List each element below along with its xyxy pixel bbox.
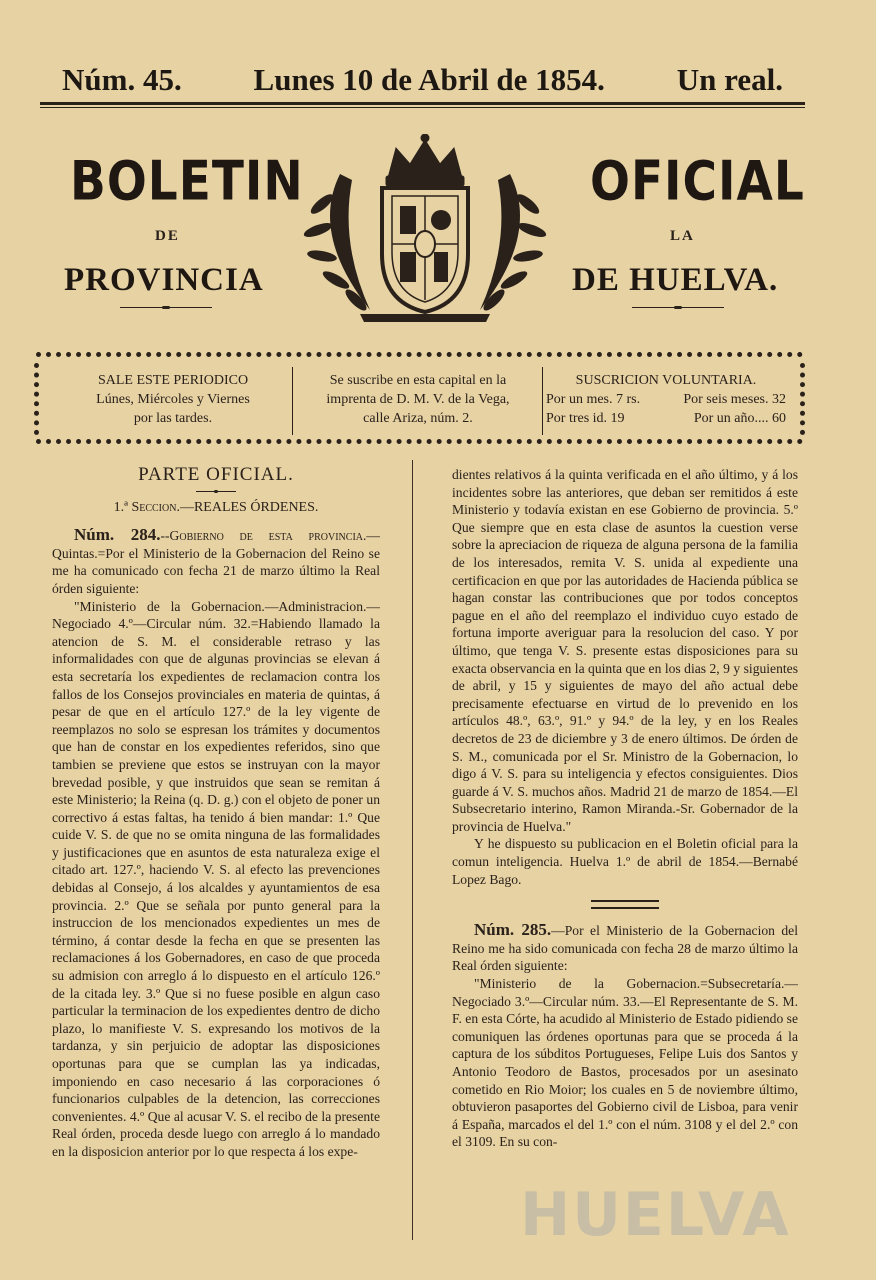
article-284-intro (52, 526, 380, 597)
article-285-lead: —Por el Ministerio de la Gobernacion del Reino me ha sido comunicada con fecha 28 de marzo último la Real órden siguiente: (452, 923, 798, 974)
article-separator (591, 900, 659, 909)
info-separator-1 (292, 367, 293, 435)
article-284-heading: --Gobierno de esta provincia. (160, 528, 367, 544)
dateline (40, 58, 805, 102)
title-oficial: OFICIAL (590, 150, 805, 214)
info-periodicity-time: por las tardes. (133, 411, 213, 426)
price-one-year: Por un año.... 60 (693, 411, 786, 426)
section-heading: PARTE OFICIAL. (138, 464, 294, 485)
info-subscribe-line1: Se suscribe en esta capital en la (329, 373, 507, 388)
dateline-rule-thin (40, 107, 805, 108)
price-three-months: Por tres id. 19 (546, 411, 625, 426)
title-la: LA (670, 228, 695, 244)
price-row (546, 409, 786, 428)
price-one-month: Por un mes. 7 rs. (546, 392, 641, 407)
title-provincia: PROVINCIA (64, 262, 264, 298)
title-right-ornament (632, 306, 724, 309)
issue-price: Un real. (676, 62, 783, 97)
coat-of-arms-icon (300, 134, 550, 330)
price-six-months: Por seis meses. 32 (683, 392, 786, 407)
title-de: DE (155, 228, 180, 244)
article-284-lead: —Quintas.=Por el Ministerio de la Gobernacion del Reino se me ha comunicado con fecha 21 de marzo último la Real órden siguiente: (52, 528, 380, 596)
box-right-border (800, 363, 811, 435)
column-divider (412, 460, 413, 1240)
dateline-rule (40, 102, 805, 105)
info-periodicity-days: Lúnes, Miércoles y Viernes (96, 392, 250, 407)
right-column (452, 466, 798, 1151)
issue-number: Núm. 45. (62, 62, 182, 97)
info-separator-2 (542, 367, 543, 435)
subscription-box (36, 352, 803, 444)
article-285-number: Núm. 285. (474, 920, 552, 940)
article-284-continuation: dientes relativos á la quinta verificada en el año último, y á los incidentes sobre las anteriores, que deban ser remitidos á este Ministerio y todavía existan en ese Gobierno de provincia. 5.º Que siempre que en esta clase de asuntos la cuestion verse sobre la apreciacion de riqueza de alguna persona de la familia de los interesados, remita V. S. unida al expediente una certificacion en que por las autoridades de Hacienda pública se hagan constar las contribuciones que por todos conceptos pague en el año del reemplazo el individuo cuyo estado de fortuna importe averiguar para la resolucion del caso. Y por último, que tenga V. S. presente estas disposiciones para su exacta observancia en la quinta que en los dias 2, 9 y siguientes de abril, y 15 y siguientes de mayo del año actual debe precisamente efectuarse en virtud de lo prevenido en los artículos 48.º, 63.º, 91.º y 94.º de la ley, y en los Reales decretos de 23 de diciembre y 3 de enero últimos. De órden de S. M., comunicada por el Sr. Ministro de la Gobernacion, lo digo á V. S. para su inteligencia y efectos consiguientes. Dios guarde á V. S. muchos años. Madrid 21 de marzo de 1854.—El Subsecretario interino, Ramon Miranda.-Sr. Gobernador de la provincia de Huelva." (452, 467, 798, 834)
price-row (546, 390, 786, 409)
article-284-number: Núm. 284. (74, 525, 161, 545)
article-285-intro (452, 921, 798, 975)
article-285-body: "Ministerio de la Gobernacion.=Subsecretaría.—Negociado 3.º—Circular núm. 33.—El Representante de S. M. F. en esta Córte, ha acudido al Ministerio de Estado pidiendo se comuniquen las órdenes oportunas para que se proceda á la captura de los súbditos Portugueses, Felipe Luis dos Santos y Antonio Teodoro de Bastos, procesados por un asesinato cometido en Rio Moior; los cuales en 5 de noviembre último, obtuvieron pasaportes del Gobierno civil de Lisboa, para venir á España, marcados el del 1.º con el núm. 3108 y el del 2.º con el 3109. En su con- (452, 976, 798, 1150)
info-prices-title: SUSCRICION VOLUNTARIA. (575, 373, 757, 388)
article-284-body: "Ministerio de la Gobernacion.—Administracion.—Negociado 4.º—Circular núm. 32.=Habiendo llamado la atencion de S. M. el considerable retraso y las informalidades con que de algunas provincias se elevan á esta secretaría los expedientes de reclamacion contra los fallos de los Consejos provinciales en materia de quintas, á pesar de que en el artículo 127.º de la ley vigente de reemplazos no solo se espresan los trámites y documentos que han de constar en los expedientes referidos, sino que tambien se previene que estos se instruyan con la mayor brevedad posible, y que instruidos que sean se remitan á este Ministerio; la Reina (q. D. g.) con el objeto de poner un correctivo á estas faltas, ha tenido á bien mandar: 1.º Que cuide V. S. de que no se omita ninguna de las formalidades y justificaciones que en asuntos de esta naturaleza exige el citado art. 127.º, haciendo V. S. al efecto las prevenciones debidas al Consejo, á los alcaldes y ayuntamientos de esa provincia. 2.º Que se señala por punto general para la instruccion de los mencionados expedientes un mes de término, á contar desde la fecha en que se presenten las reclamaciones á los Gobernadores, en caso de que proceda su admision con arreglo á lo dispuesto en el artículo 126.º de la citada ley. 3.º Que si no fuese posible en algun caso particular la terminacion de los expedientes dentro de dicho plazo, lo manifieste V. S. expresando los motivos de la tardanza, y sin perjuicio de adoptar las disposiciones oportunas para que se cumplan las ya indicadas, imponiendo en caso necesario á las corporaciones ó funcionarios culpables de la detencion, las correcciones convenientes. 4.º Que al acusar V. S. el recibo de la presente Real órden, proceda desde luego con arreglo á lo mandado en la disposicion anterior por lo que respecta á los expe- (52, 598, 380, 1159)
heading-ornament (196, 490, 236, 493)
info-periodicity (58, 371, 288, 428)
box-left-border (34, 363, 45, 435)
article-284-publication: Y he dispuesto su publicacion en el Boletin oficial para la comun inteligencia. Huelva 1.º de abril de 1854.—Bernabé Lopez Bago. (452, 836, 798, 887)
info-periodicity-title: SALE ESTE PERIODICO (97, 373, 249, 388)
info-subscribe (298, 371, 538, 428)
subsection-heading: 1.ª Seccion.—REALES ÓRDENES. (113, 499, 319, 515)
title-left-ornament (120, 306, 212, 309)
info-prices (546, 371, 786, 428)
info-subscribe-line2: imprenta de D. M. V. de la Vega, (326, 392, 510, 407)
title-de-huelva: DE HUELVA. (572, 262, 779, 298)
archive-watermark: HUELVA (520, 1180, 791, 1250)
left-column (52, 466, 380, 1161)
issue-date: Lunes 10 de Abril de 1854. (253, 62, 605, 97)
title-boletin: BOLETIN (70, 150, 304, 214)
info-subscribe-line3: calle Ariza, núm. 2. (363, 411, 473, 426)
